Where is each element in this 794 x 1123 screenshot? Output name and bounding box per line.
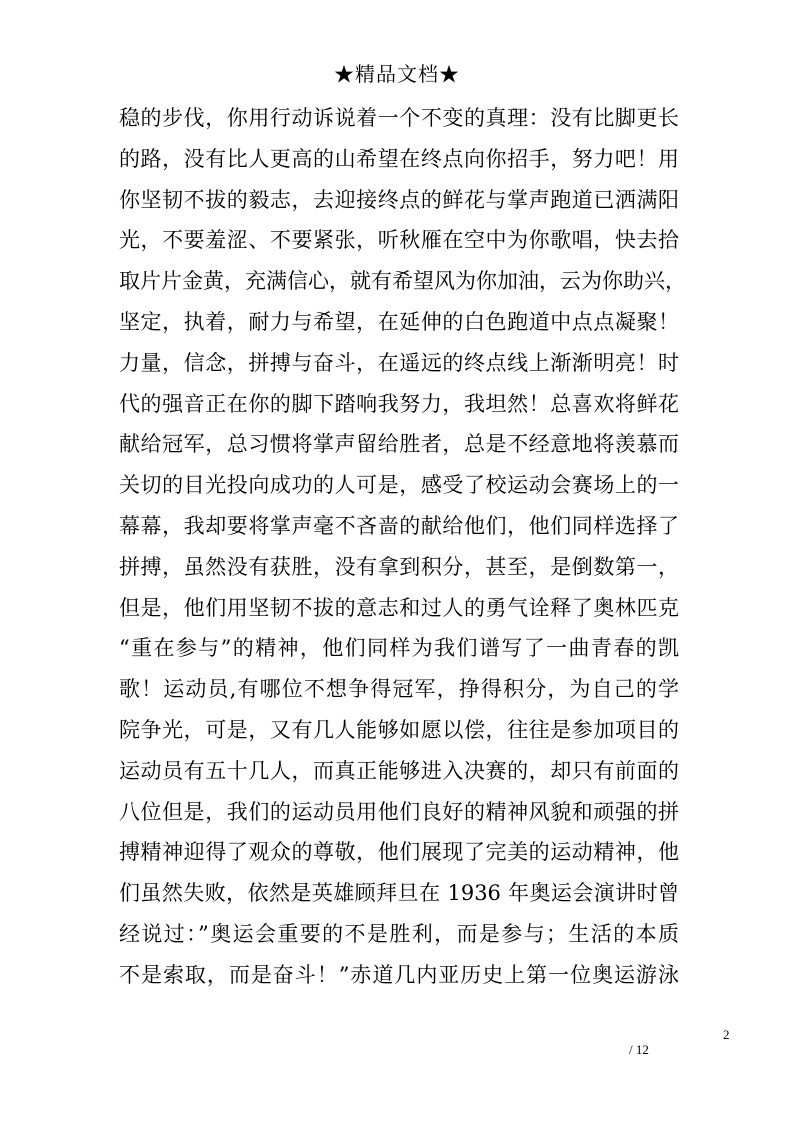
text-line: 力量，信念，拼搏与奋斗，在遥远的终点线上渐渐明亮！时	[119, 350, 679, 375]
text-line: 拼搏，虽然没有获胜，没有拿到积分，甚至，是倒数第一，	[119, 554, 679, 579]
text-line: 的路，没有比人更高的山希望在终点向你招手，努力吧！用	[119, 146, 679, 171]
text-line: 搏精神迎得了观众的尊敬，他们展现了完美的运动精神，他	[119, 840, 679, 865]
text-line: 光，不要羞涩、不要紧张，听秋雁在空中为你歌唱，快去拾	[119, 228, 679, 253]
text-line: 幕幕，我却要将掌声毫不吝啬的献给他们，他们同样选择了	[119, 513, 679, 538]
text-line: 们虽然失败，依然是英雄顾拜旦在 1936 年奥运会演讲时曾	[119, 881, 679, 906]
text-line: 八位但是，我们的运动员用他们良好的精神风貌和顽强的拼	[119, 799, 679, 824]
text-line: “重在参与”的精神，他们同样为我们谱写了一曲青春的凯	[119, 636, 679, 661]
text-line: 你坚韧不拔的毅志，去迎接终点的鲜花与掌声跑道已洒满阳	[119, 187, 679, 212]
text-line: 不是索取，而是奋斗！”赤道几内亚历史上第一位奥运游泳	[119, 962, 679, 987]
text-line: 歌！运动员,有哪位不想争得冠军，挣得积分，为自己的学	[119, 677, 679, 702]
document-body	[119, 98, 686, 996]
text-line: 稳的步伐，你用行动诉说着一个不变的真理：没有比脚更长	[119, 106, 679, 130]
text-line: 院争光，可是，又有几人能够如愿以偿，往往是参加项目的	[119, 717, 679, 742]
text-line: 取片片金黄，充满信心，就有希望风为你加油，云为你助兴，	[119, 269, 686, 294]
page-number: 2	[723, 1027, 730, 1042]
text-line: 关切的目光投向成功的人可是，感受了校运动会赛场上的一	[119, 473, 679, 498]
document-header: ★精品文档★	[334, 62, 460, 86]
page-total: / 12	[629, 1042, 649, 1057]
text-line: 但是，他们用坚韧不拔的意志和过人的勇气诠释了奥林匹克	[119, 595, 679, 620]
text-line: 坚定，执着，耐力与希望，在延伸的白色跑道中点点凝聚！	[119, 309, 679, 334]
text-line: 经说过：”奥运会重要的不是胜利，而是参与；生活的本质	[119, 921, 679, 946]
text-line: 代的强音正在你的脚下踏响我努力，我坦然！总喜欢将鲜花	[119, 391, 679, 416]
text-line: 献给冠军，总习惯将掌声留给胜者，总是不经意地将羡慕而	[119, 432, 679, 457]
text-line: 运动员有五十几人，而真正能够进入决赛的，却只有前面的	[119, 758, 679, 783]
